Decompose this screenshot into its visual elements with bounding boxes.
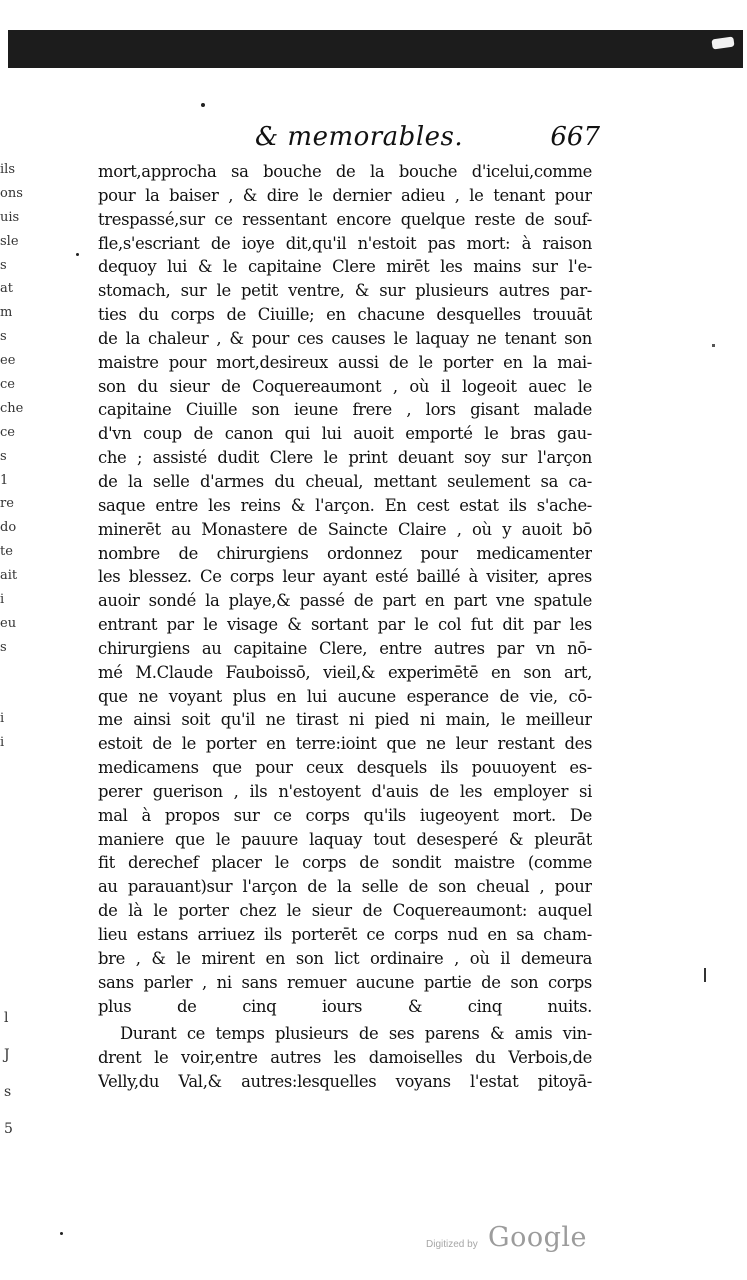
margin-fragment: s (0, 329, 7, 345)
text-line: auoir sondé la playe,& passé de part en part vne spatule (98, 591, 592, 611)
scan-dot (201, 103, 205, 107)
text-line: plus de cinq iours & cinq nuits. (98, 996, 592, 1016)
text-line: mal à propos sur ce corps qu'ils iugeoyent mort. De (98, 805, 592, 825)
text-line: capitaine Ciuille son ieune frere , lors gisant malade (98, 400, 592, 420)
left-margin-fragments (0, 158, 34, 755)
text-line: mort,approcha sa bouche de la bouche d'icelui,comme (98, 162, 592, 181)
margin-fragment: i (0, 592, 5, 608)
body-text (98, 160, 592, 1094)
margin-fragment: ce (0, 424, 15, 440)
text-line: drent le voir,entre autres les damoiselles du Verbois,de (98, 1048, 592, 1068)
margin-fragment: ils (0, 162, 15, 177)
margin-fragment: re (0, 496, 14, 512)
text-line: trespassé,sur ce ressentant encore quelque reste de souf- (98, 209, 592, 229)
text-line: entrant par le visage & sortant par le col fut dit par les (98, 615, 592, 635)
watermark-prefix: Digitized by (426, 1239, 478, 1250)
margin-fragment (0, 684, 34, 708)
text-line: dequoy lui & le capitaine Clere mirēt les mains sur l'e- (98, 257, 592, 277)
margin-fragment: do (0, 520, 17, 536)
text-line: mé M.Claude Fauboissō, vieil,& experimētē en son art, (98, 662, 592, 682)
margin-fragment (0, 660, 34, 684)
text-line: de la chaleur , & pour ces causes le laquay ne tenant son (98, 328, 592, 348)
text-line: ties du corps de Ciuille; en chacune desquelles trouuāt (98, 305, 592, 325)
margin-fragment: te (0, 544, 13, 560)
margin-fragment: s (0, 639, 7, 655)
margin-fragment: ce (0, 377, 15, 393)
margin-fragment: ait (0, 568, 18, 584)
margin-fragment: uis (0, 209, 20, 225)
margin-fragment: s (0, 257, 7, 273)
margin-fragment: ons (0, 185, 23, 201)
scan-mark (704, 968, 706, 982)
text-line: fit derechef placer le corps de sondit maistre (comme (98, 853, 592, 873)
text-line: sans parler , ni sans remuer aucune partie de son corps (98, 972, 592, 992)
text-line: que ne voyant plus en lui aucune esperance de vie, cō- (98, 686, 592, 706)
text-line: lieu estans arriuez ils porterēt ce corps nud en sa cham- (98, 925, 592, 944)
margin-fragment: 5 (4, 1121, 13, 1137)
text-line: me ainsi soit qu'il ne tirast ni pied ni main, le meilleur (98, 710, 592, 730)
scan-dot (60, 1232, 63, 1235)
scan-mark (712, 344, 715, 347)
watermark-brand: Google (488, 1222, 587, 1253)
text-line: che ; assisté dudit Clere le print deuant soy sur l'arçon (98, 448, 592, 468)
text-line: son du sieur de Coquereaumont , où il logeoit auec le (98, 376, 592, 396)
margin-fragment: s (4, 1084, 12, 1100)
scan-dot (76, 253, 79, 256)
left-margin-fragments-lower (4, 1000, 24, 1148)
text-line: chirurgiens au capitaine Clere, entre autres par vn nō- (98, 638, 592, 658)
running-title: & memorables. (255, 122, 464, 152)
page-number: 667 (550, 122, 600, 152)
margin-fragment: l (4, 1010, 9, 1026)
text-line: fle,s'escriant de ioye dit,qu'il n'estoit pas mort: à raison (98, 233, 592, 253)
text-line: Velly,du Val,& autres:lesquelles voyans l'estat pitoyā- (98, 1072, 592, 1092)
text-line: estoit de le porter en terre:ioint que ne leur restant des (98, 734, 592, 754)
text-line: de la selle d'armes du cheual, mettant seulement sa ca- (98, 471, 592, 491)
text-line: maniere que le pauure laquay tout desesperé & pleurāt (98, 829, 592, 849)
page-header (255, 122, 600, 156)
margin-fragment: ee (0, 353, 16, 369)
margin-fragment: i (0, 711, 5, 727)
margin-fragment: s (0, 448, 7, 464)
text-line: stomach, sur le petit ventre, & sur plusieurs autres par- (98, 281, 592, 301)
margin-fragment: at (0, 281, 13, 297)
text-line: les blessez. Ce corps leur ayant esté baillé à visiter, apres (98, 567, 592, 587)
digitized-watermark (426, 1222, 586, 1258)
margin-fragment: 1 (0, 472, 9, 488)
margin-fragment: eu (0, 615, 17, 631)
text-line: au parauant)sur l'arçon de la selle de son cheual , pour (98, 877, 592, 897)
text-line: de là le porter chez le sieur de Coquereaumont: auquel (98, 901, 592, 921)
margin-fragment: i (0, 735, 5, 751)
text-line: perer guerison , ils n'estoyent d'auis de les employer si (98, 781, 592, 801)
scan-dark-bar (8, 30, 743, 68)
text-line: pour la baiser , & dire le dernier adieu , le tenant pour (98, 185, 592, 205)
margin-fragment: J (4, 1047, 10, 1063)
text-line: Durant ce temps plusieurs de ses parens & amis vin- (120, 1024, 592, 1044)
margin-fragment: sle (0, 233, 19, 249)
margin-fragment: m (0, 305, 13, 321)
text-line: medicamens que pour ceux desquels ils pouuoyent es- (98, 758, 592, 778)
text-line: bre , & le mirent en son lict ordinaire , où il demeura (98, 948, 592, 968)
text-line: minerēt au Monastere de Saincte Claire , où y auoit bō (98, 519, 592, 539)
text-line: saque entre les reins & l'arçon. En cest estat ils s'ache- (98, 495, 592, 515)
text-line: nombre de chirurgiens ordonnez pour medicamenter (98, 543, 592, 563)
text-line: d'vn coup de canon qui lui auoit emporté le bras gau- (98, 424, 592, 444)
text-line: maistre pour mort,desireux aussi de le porter en la mai- (98, 352, 592, 372)
margin-fragment: che (0, 400, 24, 416)
